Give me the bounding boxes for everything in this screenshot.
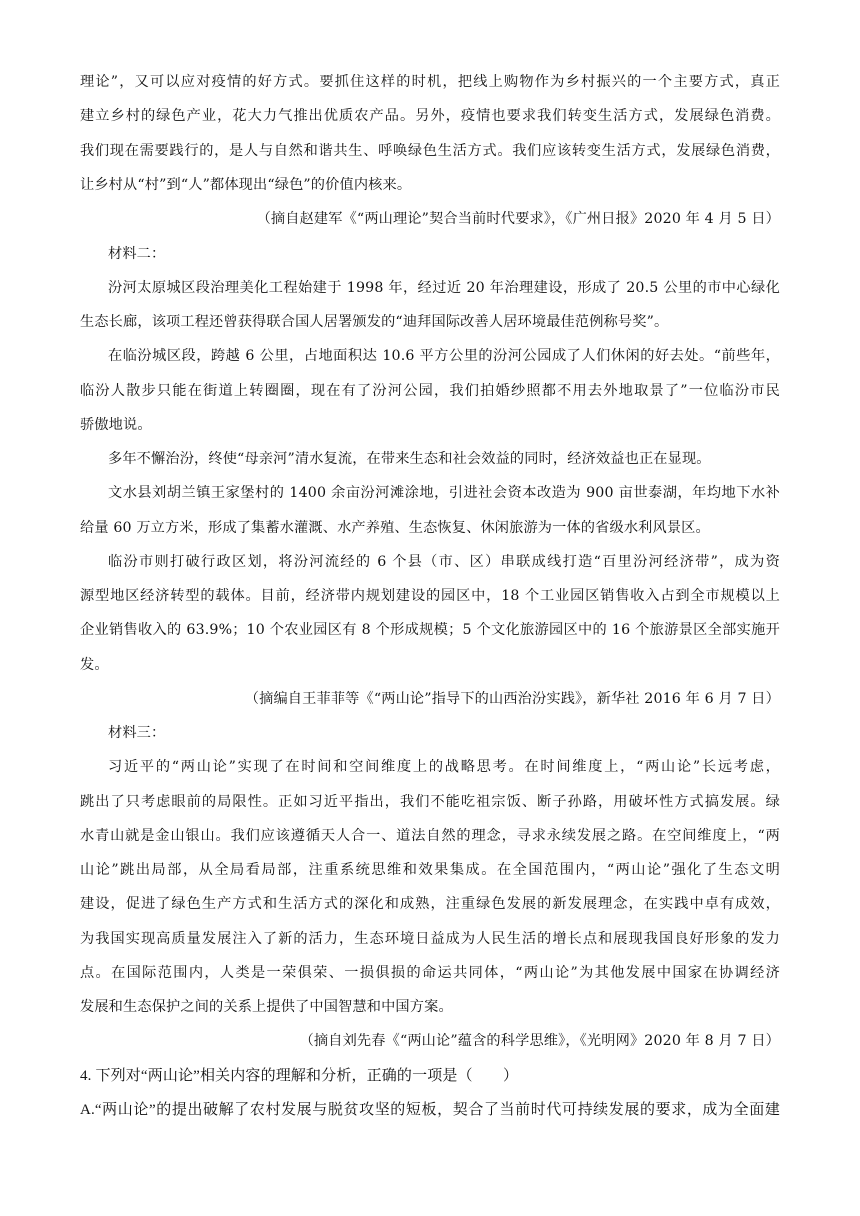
source-citation: （摘自赵建军《“两山理论”契合当前时代要求》，《广州日报》2020 年 4 月 5 日） bbox=[256, 211, 780, 227]
paragraph-line: 给量 60 万立方米，形成了集蓄水灌溉、水产养殖、生态恢复、休闲旅游为一体的省级水利风景区。 bbox=[80, 520, 710, 536]
question-stem: 4. 下列对“两山论”相关内容的理解和分析，正确的一项是（ ） bbox=[80, 1068, 519, 1084]
source-citation: （摘自刘先春《“两山论”蕴含的科学思维》，《光明网》2020 年 8 月 7 日） bbox=[299, 1033, 780, 1049]
paragraph-line: 建立乡村的绿色产业，花大力气推出优质农产品。另外，疫情也要求我们转变生活方式，发展绿色消费。 bbox=[80, 108, 780, 124]
paragraph-line: 临汾市则打破行政区划，将汾河流经的 6 个县（市、区）串联成线打造“百里汾河经济带”，成为资 bbox=[108, 554, 780, 570]
paragraph-line: 我们现在需要践行的，是人与自然和谐共生、呼唤绿色生活方式。我们应该转变生活方式，发展绿色消费， bbox=[80, 143, 780, 159]
paragraph-line: 习近平的“两山论”实现了在时间和空间维度上的战略思考。在时间维度上，“两山论”长远考虑， bbox=[108, 759, 780, 775]
paragraph-line: 水青山就是金山银山。我们应该遵循天人合一、道法自然的理念，寻求永续发展之路。在空间维度上，“两 bbox=[80, 828, 780, 844]
paragraph-line: 发展和生态保护之间的关系上提供了中国智慧和中国方案。 bbox=[80, 999, 453, 1015]
paragraph-line: 汾河太原城区段治理美化工程始建于 1998 年，经过近 20 年治理建设，形成了 20.5 公里的市中心绿化 bbox=[108, 280, 780, 296]
paragraph-line: 让乡村从“村”到“人”都体现出“绿色”的价值内核来。 bbox=[80, 177, 412, 193]
paragraph-line: 源型地区经济转型的载体。目前，经济带内规划建设的园区中，18 个工业园区销售收入占到全市规模以上 bbox=[80, 588, 780, 604]
paragraph-line: 跳出了只考虑眼前的局限性。正如习近平指出，我们不能吃祖宗饭、断子孙路，用破坏性方式搞发展。绿 bbox=[80, 794, 780, 810]
section-heading: 材料三： bbox=[108, 725, 166, 741]
answer-option-a[interactable]: A.“两山论”的提出破解了农村发展与脱贫攻坚的短板，契合了当前时代可持续发展的要求，成为全面建 bbox=[80, 1102, 780, 1118]
source-citation: （摘编自王菲菲等《“两山论”指导下的山西治汾实践》，新华社 2016 年 6 月 7 日） bbox=[244, 691, 780, 707]
paragraph-line: 建设，促进了绿色生产方式和生活方式的深化和成熟，注重绿色发展的新发展理念，在实践中卓有成效， bbox=[80, 896, 780, 912]
paragraph-line: 发。 bbox=[80, 657, 109, 673]
paragraph-line: 文水县刘胡兰镇王家堡村的 1400 余亩汾河滩涂地，引进社会资本改造为 900 亩世泰湖，年均地下水补 bbox=[108, 485, 780, 501]
paragraph-line: 临汾人散步只能在街道上转圈圈，现在有了汾河公园，我们拍婚纱照都不用去外地取景了”一位临汾市民 bbox=[80, 383, 780, 399]
paragraph-line: 骄傲地说。 bbox=[80, 417, 152, 433]
paragraph-line: 山论”跳出局部，从全局看局部，注重系统思维和效果集成。在全国范围内，“两山论”强化了生态文明 bbox=[80, 862, 780, 878]
paragraph-line: 生态长廊，该项工程还曾获得联合国人居署颁发的“迪拜国际改善人居环境最佳范例称号奖”。 bbox=[80, 314, 669, 330]
paragraph-line: 多年不懈治汾，终使“母亲河”清水复流，在带来生态和社会效益的同时，经济效益也正在显现。 bbox=[108, 451, 711, 467]
paragraph-line: 企业销售收入的 63.9%；10 个农业园区有 8 个形成规模；5 个文化旅游园区中的 16 个旅游景区全部实施开 bbox=[80, 622, 780, 638]
paragraph-line: 点。在国际范围内，人类是一荣俱荣、一损俱损的命运共同体，“两山论”为其他发展中国家在协调经济 bbox=[80, 965, 780, 981]
paragraph-line: 理论”，又可以应对疫情的好方式。要抓住这样的时机，把线上购物作为乡村振兴的一个主要方式，真正 bbox=[80, 74, 780, 90]
section-heading: 材料二： bbox=[108, 246, 166, 262]
paragraph-line: 在临汾城区段，跨越 6 公里，占地面积达 10.6 平方公里的汾河公园成了人们休闲的好去处。“前些年， bbox=[108, 348, 780, 364]
paragraph-line: 为我国实现高质量发展注入了新的活力，生态环境日益成为人民生活的增长点和展现我国良好形象的发力 bbox=[80, 931, 780, 947]
